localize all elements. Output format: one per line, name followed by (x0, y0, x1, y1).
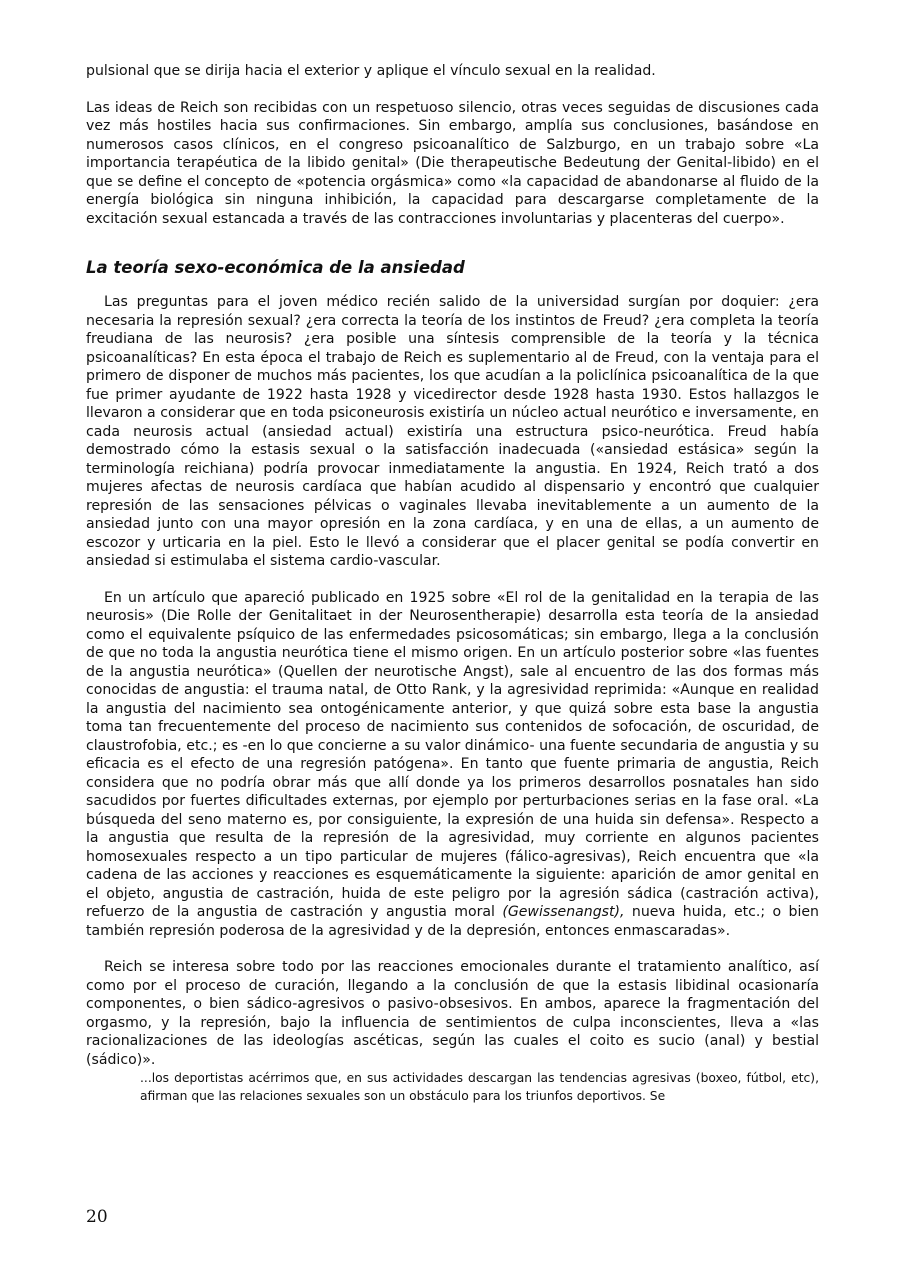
paragraph-reich-ideas: Las ideas de Reich son recibidas con un respetuoso silencio, otras veces seguidas de discusiones cada vez más hostiles hacia sus confirmaciones. Sin embargo, amplía sus conclusiones, basándose en numerosos casos clínicos, en el congreso psicoanalítico de Salzburgo, en un trabajo sobre «La importancia terapéutica de la libido genital» (Die therapeutische Bedeutung der Genital-libido) en el que se define el concepto de «potencia orgásmica» como «la capacidad de abandonarse al fluido de la energía biológica sin ninguna inhibición, la capacidad para descargarse completamente de la excitación sexual estancada a través de las contracciones involuntarias y placenteras del cuerpo». (86, 99, 819, 227)
paragraph-1925-text-b: nueva huida, etc.; o bien también represión poderosa de la agresividad y de la depresión, entonces enmascaradas». (86, 904, 819, 939)
paragraph-1925-article (86, 589, 819, 941)
paragraph-emotional-reactions: Reich se interesa sobre todo por las reacciones emocionales durante el tratamiento analítico, así como por el proceso de curación, llegando a la conclusión de que la estasis libidinal ocasionaría componentes, o bien sádico-agresivos o pasivo-obsesivos. En ambos, aparece la fragmentación del orgasmo, y la represión, bajo la influencia de sentimientos de culpa inconscientes, lleva a «las racionalizaciones de las ideologías ascéticas, según las cuales el coito es sucio (anal) y bestial (sádico)». (86, 959, 819, 1068)
paragraph-1925-text-a: En un artículo que apareció publicado en 1925 sobre «El rol de la genitalidad en la terapia de las neurosis» (Die Rolle der Genitalitaet in der Neurosentherapie) desarrolla esta teoría de la ansiedad como el equivalente psíquico de las enfermedades psicosomáticas; sin embargo, llega a la conclusión de que no toda la angustia neurótica tiene el mismo origen. En un artículo posterior sobre «las fuentes de la angustia neurótica» (Quellen der neurotische Angst), sale al encuentro de las dos formas más conocidas de angustia: el trauma natal, de Otto Rank, y la agresividad reprimida: «Aunque en realidad la angustia del nacimiento sea ontogénicamente anterior, y que quizá sobre esta base la angustia toma tan frecuentemente del proceso de nacimiento sus contenidos de sofocación, de oscuridad, de claustrofobia, etc.; es -en lo que concierne a su valor dinámico- una fuente secundaria de angustia y su eficacia es el efecto de una regresión patógena». En tanto que fuente primaria de angustia, Reich considera que no podría obrar más que allí donde ya los primeros desarrollos posnatales han sido sacudidos por fuertes dificultades externas, por ejemplo por perturbaciones serias en la fase oral. «La búsqueda del seno materno es, por consiguiente, la expresión de una huida sin defensa». Respecto a la angustia que resulta de la represión de la agresividad, muy corriente en algunos pacientes homosexuales respecto a un tipo particular de mujeres (fálico-agresivas), Reich encuentra que «la cadena de las acciones y reacciones es esquemáticamente la siguiente: aparición de amor genital en el objeto, angustia de castración, huida de este peligro por la agresión sádica (castración activa), refuerzo de la angustia de castración y angustia moral (86, 589, 819, 920)
paragraph-questions: Las preguntas para el joven médico recién salido de la universidad surgían por doquier: ¿era necesaria la represión sexual? ¿era correcta la teoría de los instintos de Freud? ¿era completa la teoría freudiana de las neurosis? ¿era posible una síntesis comprensible de la teoría y la técnica psicoanalíticas? En esta época el trabajo de Reich es suplementario al de Freud, con la ventaja para el primero de disponer de muchos más pacientes, los que acudían a la policlínica psicoanalítica de la que fue primer ayudante de 1922 hasta 1928 y vicedirector desde 1928 hasta 1930. Estos hallazgos le llevaron a considerar que en toda psiconeurosis existiría un núcleo actual neurótico e inversamente, en cada neurosis actual (ansiedad actual) existiría una estructura psico-neurótica. Freud había demostrado cómo la estasis sexual o la satisfacción inadecuada («ansiedad estásica» según la terminología reichiana) podría provocar inmediatamente la angustia. En 1924, Reich trató a dos mujeres afectas de neurosis cardíaca que habían acudido al dispensario y encontró que cualquier represión de las sensaciones pélvicas o vaginales llevaba inevitablemente a un aumento de la ansiedad junto con una mayor opresión en la zona cardíaca, y en una de ellas, a un aumento de escozor y urticaria en la piel. Esto le llevó a considerar que el placer genital se podía convertir en ansiedad si estimulaba el sistema cardio-vascular. (86, 294, 819, 569)
block-quote: ...los deportistas acérrimos que, en sus actividades descargan las tendencias agresivas (boxeo, fútbol, etc), afirman que las relaciones sexuales son un obstáculo para los triunfos deportivos. Se (140, 1071, 819, 1103)
text-column (86, 62, 819, 1105)
page-number: 20 (86, 1207, 108, 1227)
section-heading: La teoría sexo-económica de la ansiedad (86, 258, 465, 277)
paragraph-1925-italic-term: (Gewissenangst), (502, 904, 625, 920)
paragraph-continuation: pulsional que se dirija hacia el exterior y aplique el vínculo sexual en la realidad. (86, 63, 656, 79)
